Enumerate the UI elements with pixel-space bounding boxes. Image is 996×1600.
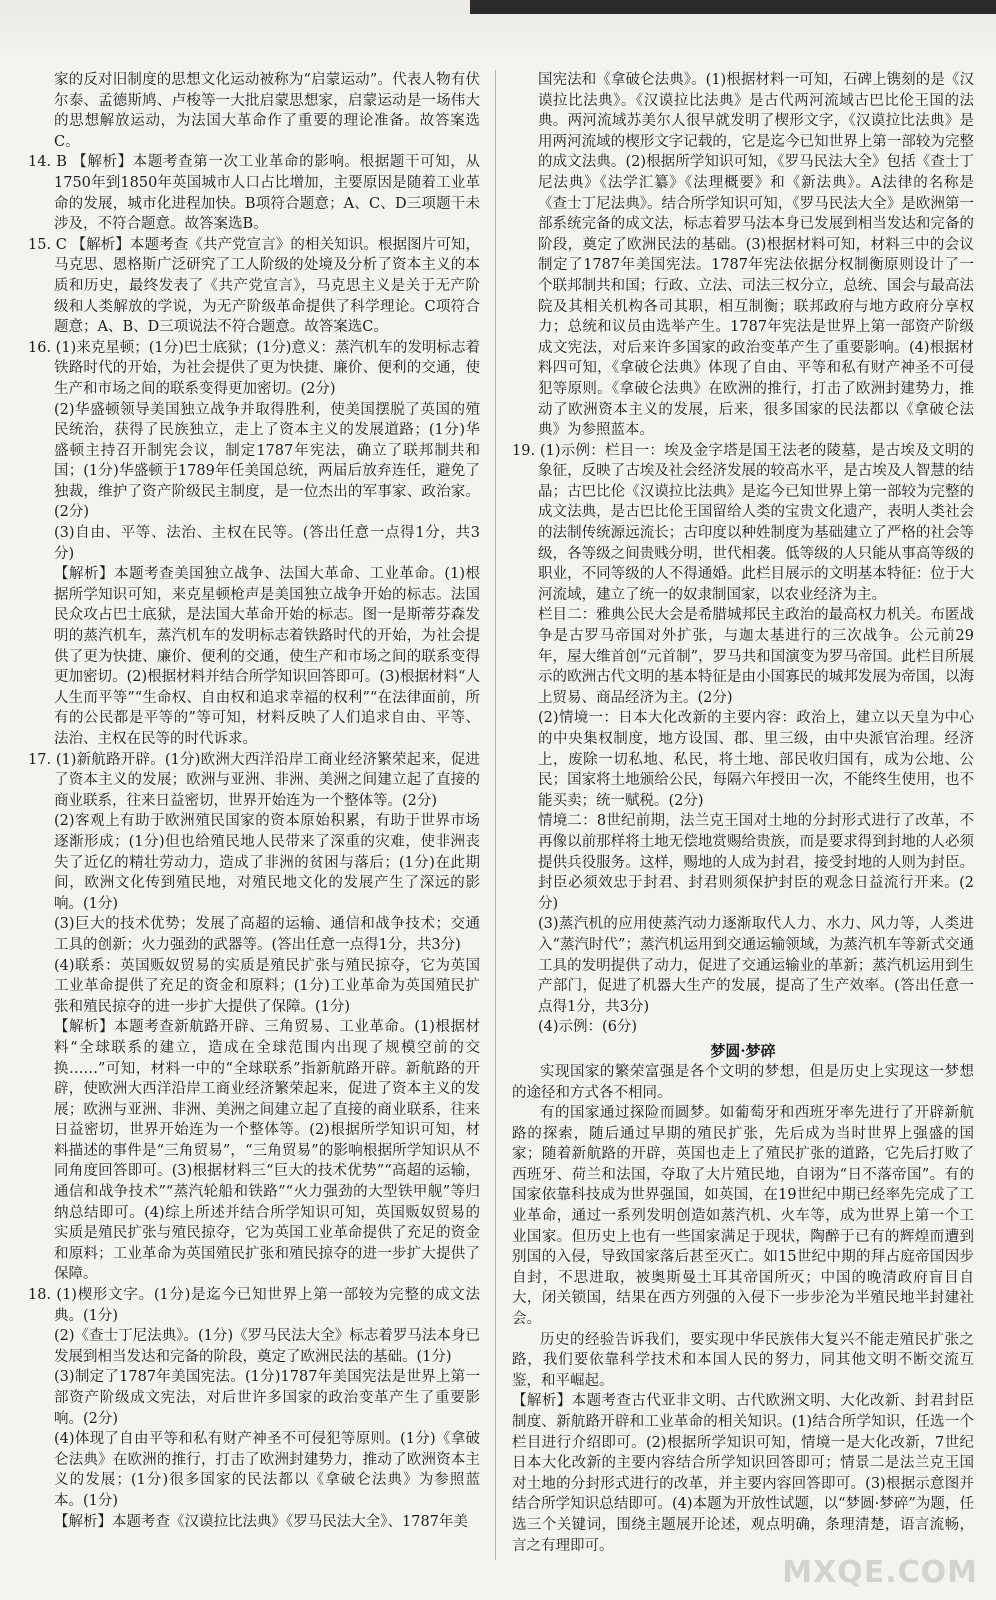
left-paragraph: 17. (1)新航路开辟。(1分)欧洲大西洋沿岸工商业经济繁荣起来，促进了资本主义的发展；欧洲与亚洲、非洲、美洲之间建立起了直接的商业联系，往来日益密切，世界开始连为一个整体等。(2分) [28, 751, 480, 809]
right-paragraph: (2)情境一：日本大化改新的主要内容：政治上，建立以天皇为中心的中央集权制度，地方设国、郡、里三级，由中央派官治理。经济上，废除一切私地、私民，将土地、部民收归国有，成为公地、公民；国家将土地颁给公民，每隔六年授田一次，不能终生使用，也不能买卖；统一赋税。(2分) [538, 710, 974, 809]
left-paragraph: (4)联系：英国贩奴贸易的实质是殖民扩张与殖民掠夺，它为英国工业革命提供了充足的资金和原料；(1分)工业革命为英国殖民扩张和殖民掠夺的进一步扩大提供了保障。(1分) [54, 957, 480, 1015]
right-paragraph: (4)示例：(6分) [538, 1019, 638, 1036]
left-paragraph: (4)体现了自由平等和私有财产神圣不可侵犯等原则。(1分)《拿破仑法典》在欧洲的推行，打击了欧洲封建势力，推动了欧洲资本主义的发展；(1分)很多国家的民法都以《拿破仑法典》为参照蓝本。(1分) [54, 1431, 480, 1509]
left-paragraph: 15. C 【解析】本题考查《共产党宣言》的相关知识。根据图片可知，马克思、恩格斯广泛研究了工人阶级的处境及分析了资本主义的本质和历史，最终发表了《共产党宣言》，马克思主义是关于无产阶级和人类解放的学说，为无产阶级革命提供了科学理论。C项符合题意；A、B、D三项说法不符合题意。故答案选C。 [28, 236, 480, 336]
right-paragraph: 19. (1)示例：栏目一：埃及金字塔是国王法老的陵墓，是古埃及文明的象征，反映了古埃及社会经济发展的较高水平，是古埃及人智慧的结晶；古巴比伦《汉谟拉比法典》是迄今已知世界上第一部较为完整的成文法典，是古巴比伦王国留给人类的宝贵文化遗产，表明人类社会的法制传统源远流长；古印度以种姓制度为基础建立了严格的社会等级，各等级之间贵贱分明，世代相袭。低等级的人只能从事高等级的职业，不同等级的人不得通婚。此栏目展示的文明基本特征：位于大河流域，建立了统一的奴隶制国家，以农业经济为主。 [512, 442, 974, 603]
column-divider [495, 70, 496, 1560]
left-paragraph: 16. (1)来克星顿；(1分)巴士底狱；(1分)意义：蒸汽机车的发明标志着铁路时代的开始，为社会提供了更为快捷、廉价、便利的交通，使生产和市场之间的联系变得更加密切。(2分) [28, 339, 480, 397]
left-paragraph: (3)巨大的技术优势；发展了高超的运输、通信和战争技术；交通工具的创新；火力强劲的武器等。(答出任意一点得1分，共3分) [54, 916, 480, 953]
left-paragraph: (2)华盛顿领导美国独立战争并取得胜利，使美国摆脱了英国的殖民统治，获得了民族独立，走上了资本主义的发展道路；(1分)华盛顿主持召开制宪会议，制定1787年宪法，确立了联邦制共和国；(1分)华盛顿于1789年任美国总统，两届后放弃连任，避免了独裁，维护了资产阶级民主制度，是一位杰出的军事家、政治家。(2分) [54, 401, 480, 521]
left-paragraph: 18. (1)楔形文字。(1分)是迄今已知世界上第一部较为完整的成文法典。(1分) [28, 1287, 480, 1324]
right-paragraph: 国宪法和《拿破仑法典》。(1)根据材料一可知，石碑上镌刻的是《汉谟拉比法典》。《汉谟拉比法典》是古代两河流域古巴比伦王国的法典。两河流域苏美尔人很早就发明了楔形文字，《汉谟拉比法典》是用两河流域的楔形文字记载的，它是迄今已知世界上第一部较为完整的成文法典。(2)根据所学知识可知，《罗马民法大全》包括《查士丁尼法典》《法学汇纂》《法理概要》和《新法典》。A法律的名称是《查士丁尼法典》。结合所学知识可知，《罗马民法大全》是欧洲第一部系统完备的成文法，标志着罗马法本身已发展到相当发达和完备的阶段，奠定了欧洲民法的基础。(3)根据材料可知，材料三中的会议制定了1787年美国宪法。1787年宪法依据分权制衡原则设计了一个联邦制共和国；行政、立法、司法三权分立，总统、国会与最高法院及其相关机构各司其职，相互制衡；联邦政府与地方政府分享权力；总统和议员由选举产生。1787年宪法是世界上第一部资产阶级成文宪法，对后来许多国家的政治变革产生了重要影响。(4)根据材料四可知，《拿破仑法典》体现了自由、平等和私有财产神圣不可侵犯等原则。《拿破仑法典》在欧洲的推行，打击了欧洲封建势力，推动了欧洲资本主义的发展，后来，很多国家的民法都以《拿破仑法典》为参照蓝本。 [538, 72, 974, 439]
left-paragraph: (2)《查士丁尼法典》。(1分)《罗马民法大全》标志着罗马法本身已发展到相当发达和完备的阶段，奠定了欧洲民法的基础。(1分) [54, 1328, 480, 1365]
right-column [512, 70, 974, 1556]
left-paragraph: (2)客观上有助于欧洲殖民国家的资本原始积累，有助于世界市场逐渐形成；(1分)但也给殖民地人民带来了深重的灾难，使非洲丧失了近亿的精壮劳动力，造成了非洲的贫困与落后；(1分)在此期间，欧洲文化传到殖民地，对殖民地文化的发展产生了深远的影响。(1分) [54, 813, 480, 912]
essay-title: 梦圆·梦碎 [710, 1041, 776, 1060]
essay-analysis: 【解析】本题考查古代亚非文明、古代欧洲文明、大化改新、封君封臣制度、新航路开辟和工业革命的相关知识。(1)结合所学知识，任选一个栏目进行介绍即可。(2)根据所学知识可知，情境一是大化改新，7世纪日本大化改新的主要内容结合所学知识回答即可；情景二是法兰克王国对土地的分封形式进行的改革，并主要内容回答即可。(3)根据示意图并结合所学知识总结即可。(4)本题为开放性试题，以“梦圆·梦碎”为题，任选三个关键词，围绕主题展开论述，观点明确，条理清楚，语言流畅，言之有理即可。 [512, 1393, 974, 1554]
left-column [28, 70, 480, 1532]
left-paragraph: 【解析】本题考查《汉谟拉比法典》《罗马民法大全》、1787年美 [54, 1513, 468, 1530]
left-paragraph: 【解析】本题考查新航路开辟、三角贸易、工业革命。(1)根据材料“全球联系的建立，造成在全球范围内出现了规模空前的交换……”可知，材料一中的“全球联系”指新航路开辟。新航路的开辟，使欧洲大西洋沿岸工商业经济繁荣起来，促进了资本主义的发展；欧洲与亚洲、非洲、美洲之间建立起了直接的商业联系，往来日益密切，世界开始连为一个整体等。(2)根据所学知识可知，材料描述的事件是“三角贸易”，“三角贸易”的影响根据所学知识从不同角度回答即可。(3)根据材料三“巨大的技术优势”“高超的运输，通信和战争技术”“蒸汽轮船和铁路”“火力强劲的大型铁甲舰”等归纳总结即可。(4)综上所述并结合所学知识可知，英国贩奴贸易的实质是殖民扩张与殖民掠夺，它为英国工业革命提供了充足的资金和原料；工业革命为英国殖民扩张和殖民掠夺的进一步扩大提供了保障。 [54, 1019, 480, 1283]
left-paragraph: (3)自由、平等、法治、主权在民等。(答出任意一点得1分，共3分) [54, 525, 480, 562]
page-top-edge [470, 0, 996, 14]
essay-paragraph: 实现国家的繁荣富强是各个文明的梦想，但是历史上实现这一梦想的途径和方式各不相同。 [512, 1063, 974, 1101]
watermark: MXQE.COM [782, 1555, 978, 1590]
essay-paragraph: 历史的经验告诉我们，要实现中华民族伟大复兴不能走殖民扩张之路，我们要依靠科学技术和本国人民的努力，同其他文明不断交流互鉴，和平崛起。 [512, 1331, 974, 1389]
left-paragraph: (3)制定了1787年美国宪法。(1分)1787年美国宪法是世界上第一部资产阶级成文宪法，对后世许多国家的政治变革产生了重要影响。(2分) [54, 1369, 480, 1427]
right-paragraph: 栏目二：雅典公民大会是希腊城邦民主政治的最高权力机关。布匿战争是古罗马帝国对外扩张，与迦太基进行的三次战争。公元前29年，屋大维首创“元首制”，罗马共和国演变为罗马帝国。此栏目所展示的欧洲古代文明的基本特征是由小国寡民的城邦发展为帝国，以海上贸易、商品经济为主。(2分) [538, 607, 974, 706]
left-paragraph: 【解析】本题考查美国独立战争、法国大革命、工业革命。(1)根据所学知识可知，来克星顿枪声是美国独立战争开始的标志。法国民众攻占巴士底狱，是法国大革命开始的标志。图一是斯蒂芬森发明的蒸汽机车，蒸汽机车的发明标志着铁路时代的开始，为社会提供了更为快捷、廉价、便利的交通，使生产和市场之间的联系变得更加密切。(2)根据材料并结合所学知识回答即可。(3)根据材料“人人生而平等”“生命权、自由权和追求幸福的权利”“在法律面前，所有的公民都是平等的”等可知，材料反映了人们追求自由、平等、法治、主权在民等的时代诉求。 [54, 566, 480, 747]
left-paragraph: 家的反对旧制度的思想文化运动被称为“启蒙运动”。代表人物有伏尔泰、孟德斯鸠、卢梭等一大批启蒙思想家，启蒙运动是一场伟大的思想解放运动，为法国大革命作了重要的理论准备。故答案选C。 [54, 72, 480, 150]
essay-paragraph: 有的国家通过探险而圆梦。如葡萄牙和西班牙率先进行了开辟新航路的探索，随后通过早期的殖民扩张，先后成为当时世界上强盛的国家；随着新航路的开辟，英国也走上了殖民扩张的道路，它先后打败了西班牙、荷兰和法国，夺取了大片殖民地，自诩为“日不落帝国”。有的国家依靠科技成为世界强国，如英国，在19世纪中期已经率先完成了工业革命，通过一系列发明创造如蒸汽机、火车等，成为世界上第一个工业国家。但历史上也有一些国家满足于现状，陶醉于已有的辉煌而遭到别国的入侵，导致国家落后甚至灭亡。如15世纪中期的拜占庭帝国因步自封，不思进取，被奥斯曼土耳其帝国所灭；中国的晚清政府盲目自大，闭关锁国，结果在西方列强的入侵下一步步沦为半殖民地半封建社会。 [512, 1105, 974, 1328]
right-paragraph: (3)蒸汽机的应用使蒸汽动力逐渐取代人力、水力、风力等，人类进入“蒸汽时代”；蒸汽机运用到交通运输领域，为蒸汽机车等新式交通工具的发明提供了动力，促进了交通运输业的革新；蒸汽机运用到生产部门，促进了机器大生产的发展，提高了生产效率。(答出任意一点得1分，共3分) [538, 916, 974, 1015]
left-paragraph: 14. B 【解析】本题考查第一次工业革命的影响。根据题干可知，从1750年到1850年英国城市人口占比增加，主要原因是随着工业革命的发展，城市化进程加快。B项符合题意；A、C、D三项题干未涉及，不符合题意。故答案选B。 [28, 154, 480, 233]
right-paragraph: 情境二：8世纪前期，法兰克王国对土地的分封形式进行了改革，不再像以前那样将土地无偿地赏赐给贵族，而是要求得到封地的人必须提供兵役服务。这样，赐地的人成为封君，接受封地的人则为封臣。封臣必须效忠于封君、封君则须保护封臣的观念日益流行开来。(2分) [538, 813, 974, 912]
